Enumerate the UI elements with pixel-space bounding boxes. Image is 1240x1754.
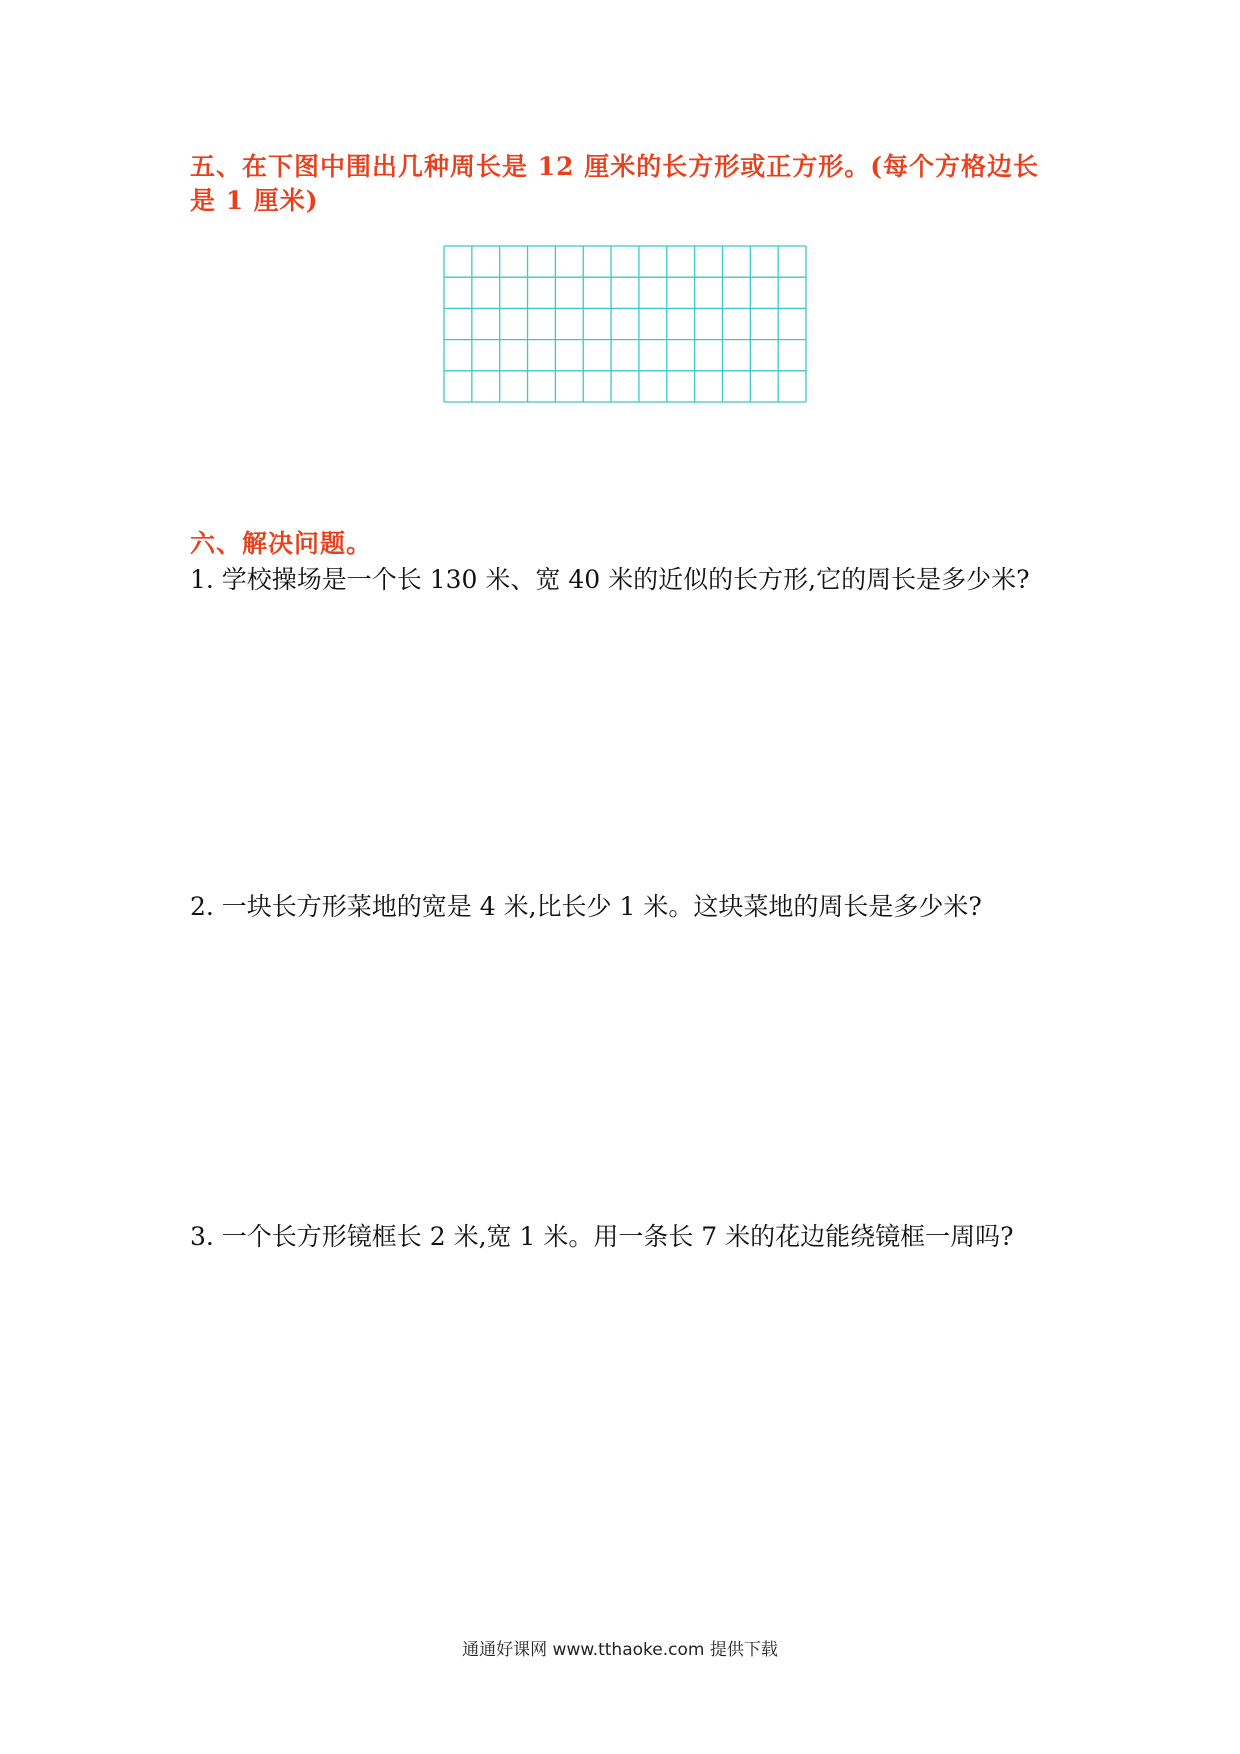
footer-credit: 通通好课网 www.tthaoke.com 提供下载 <box>462 1640 778 1660</box>
section-six-heading: 六、解决问题。 <box>190 529 373 558</box>
section-five-heading: 五、在下图中围出几种周长是 12 厘米的长方形或正方形。(每个方格边长是 1 厘米) <box>190 152 1040 215</box>
question-2: 2. 一块长方形菜地的宽是 4 米,比长少 1 米。这块菜地的周长是多少米? <box>190 892 982 921</box>
square-grid-svg <box>443 245 807 403</box>
question-1: 1. 学校操场是一个长 130 米、宽 40 米的近似的长方形,它的周长是多少米? <box>190 565 1030 594</box>
square-grid <box>443 245 807 403</box>
question-3: 3. 一个长方形镜框长 2 米,宽 1 米。用一条长 7 米的花边能绕镜框一周吗? <box>190 1222 1014 1251</box>
